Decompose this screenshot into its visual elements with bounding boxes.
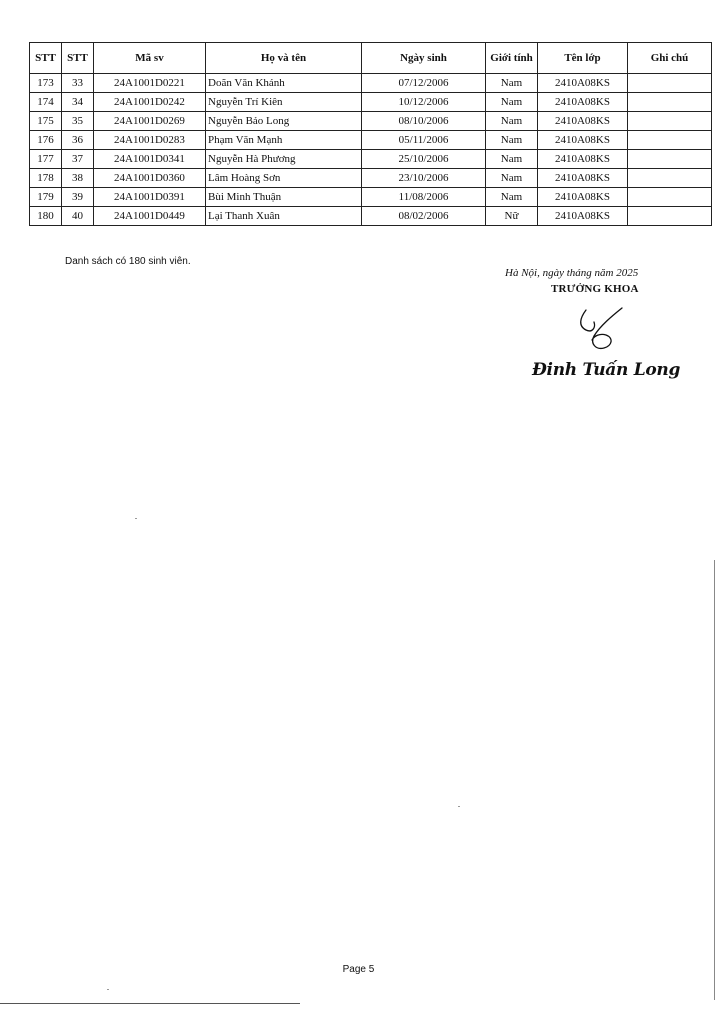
cell-class-name: 2410A08KS — [538, 74, 628, 93]
cell-notes — [628, 188, 712, 207]
cell-notes — [628, 169, 712, 188]
cell-stt-global: 173 — [30, 74, 62, 93]
cell-class-name: 2410A08KS — [538, 188, 628, 207]
cell-student-id: 24A1001D0283 — [94, 131, 206, 150]
header-notes: Ghi chú — [628, 43, 712, 74]
cell-stt-global: 178 — [30, 169, 62, 188]
signature-mark — [572, 306, 642, 352]
cell-stt-class: 34 — [62, 93, 94, 112]
student-count-note: Danh sách có 180 sinh viên. — [65, 256, 191, 267]
cell-birth-date: 05/11/2006 — [362, 131, 486, 150]
place-date-line: Hà Nội, ngày tháng năm 2025 — [505, 267, 639, 279]
table-row — [30, 93, 712, 112]
cell-stt-global: 180 — [30, 207, 62, 226]
cell-student-id: 24A1001D0360 — [94, 169, 206, 188]
cell-notes — [628, 74, 712, 93]
student-table — [29, 42, 712, 226]
cell-birth-date: 10/12/2006 — [362, 93, 486, 112]
cell-gender: Nam — [486, 150, 538, 169]
cell-stt-global: 175 — [30, 112, 62, 131]
cell-gender: Nam — [486, 112, 538, 131]
table-row — [30, 169, 712, 188]
cell-class-name: 2410A08KS — [538, 131, 628, 150]
cell-birth-date: 11/08/2006 — [362, 188, 486, 207]
cell-class-name: 2410A08KS — [538, 150, 628, 169]
cell-gender: Nam — [486, 169, 538, 188]
cell-stt-class: 35 — [62, 112, 94, 131]
cell-stt-global: 176 — [30, 131, 62, 150]
cell-notes — [628, 207, 712, 226]
cell-stt-global: 174 — [30, 93, 62, 112]
cell-stt-class: 38 — [62, 169, 94, 188]
table-row — [30, 150, 712, 169]
cell-birth-date: 25/10/2006 — [362, 150, 486, 169]
cell-student-id: 24A1001D0449 — [94, 207, 206, 226]
table-row — [30, 112, 712, 131]
cell-full-name: Doãn Văn Khánh — [206, 74, 362, 93]
scan-artifact-edge — [714, 560, 715, 1000]
header-class-name: Tên lớp — [538, 43, 628, 74]
cell-class-name: 2410A08KS — [538, 93, 628, 112]
table-row — [30, 131, 712, 150]
cell-full-name: Lâm Hoàng Sơn — [206, 169, 362, 188]
table-header-row — [30, 43, 712, 74]
scan-speck — [107, 989, 109, 990]
cell-birth-date: 07/12/2006 — [362, 74, 486, 93]
cell-stt-class: 33 — [62, 74, 94, 93]
cell-notes — [628, 131, 712, 150]
cell-notes — [628, 150, 712, 169]
header-gender: Giới tính — [486, 43, 538, 74]
cell-full-name: Lại Thanh Xuân — [206, 207, 362, 226]
cell-gender: Nam — [486, 93, 538, 112]
header-stt-class: STT — [62, 43, 94, 74]
cell-student-id: 24A1001D0221 — [94, 74, 206, 93]
cell-class-name: 2410A08KS — [538, 169, 628, 188]
table-row — [30, 207, 712, 226]
cell-stt-class: 37 — [62, 150, 94, 169]
cell-class-name: 2410A08KS — [538, 207, 628, 226]
cell-full-name: Bùi Minh Thuận — [206, 188, 362, 207]
cell-birth-date: 23/10/2006 — [362, 169, 486, 188]
header-student-id: Mã sv — [94, 43, 206, 74]
cell-gender: Nữ — [486, 207, 538, 226]
table-row — [30, 188, 712, 207]
header-full-name: Họ và tên — [206, 43, 362, 74]
signer-name: Đinh Tuấn Long — [532, 360, 681, 380]
cell-stt-class: 40 — [62, 207, 94, 226]
scan-speck — [135, 518, 137, 519]
scan-speck — [458, 806, 460, 807]
cell-stt-global: 177 — [30, 150, 62, 169]
cell-full-name: Nguyễn Hà Phương — [206, 150, 362, 169]
cell-stt-class: 39 — [62, 188, 94, 207]
page-number: Page 5 — [342, 964, 375, 975]
cell-full-name: Phạm Văn Mạnh — [206, 131, 362, 150]
cell-gender: Nam — [486, 188, 538, 207]
header-stt-global: STT — [30, 43, 62, 74]
table-row — [30, 74, 712, 93]
cell-student-id: 24A1001D0269 — [94, 112, 206, 131]
header-birth-date: Ngày sinh — [362, 43, 486, 74]
cell-student-id: 24A1001D0391 — [94, 188, 206, 207]
cell-student-id: 24A1001D0341 — [94, 150, 206, 169]
cell-birth-date: 08/02/2006 — [362, 207, 486, 226]
cell-stt-class: 36 — [62, 131, 94, 150]
scan-artifact-line — [0, 1003, 300, 1004]
cell-birth-date: 08/10/2006 — [362, 112, 486, 131]
cell-gender: Nam — [486, 131, 538, 150]
cell-notes — [628, 112, 712, 131]
cell-class-name: 2410A08KS — [538, 112, 628, 131]
cell-notes — [628, 93, 712, 112]
cell-full-name: Nguyễn Trí Kiên — [206, 93, 362, 112]
cell-stt-global: 179 — [30, 188, 62, 207]
dean-title: TRƯỞNG KHOA — [551, 283, 639, 295]
cell-full-name: Nguyễn Bảo Long — [206, 112, 362, 131]
cell-gender: Nam — [486, 74, 538, 93]
cell-student-id: 24A1001D0242 — [94, 93, 206, 112]
